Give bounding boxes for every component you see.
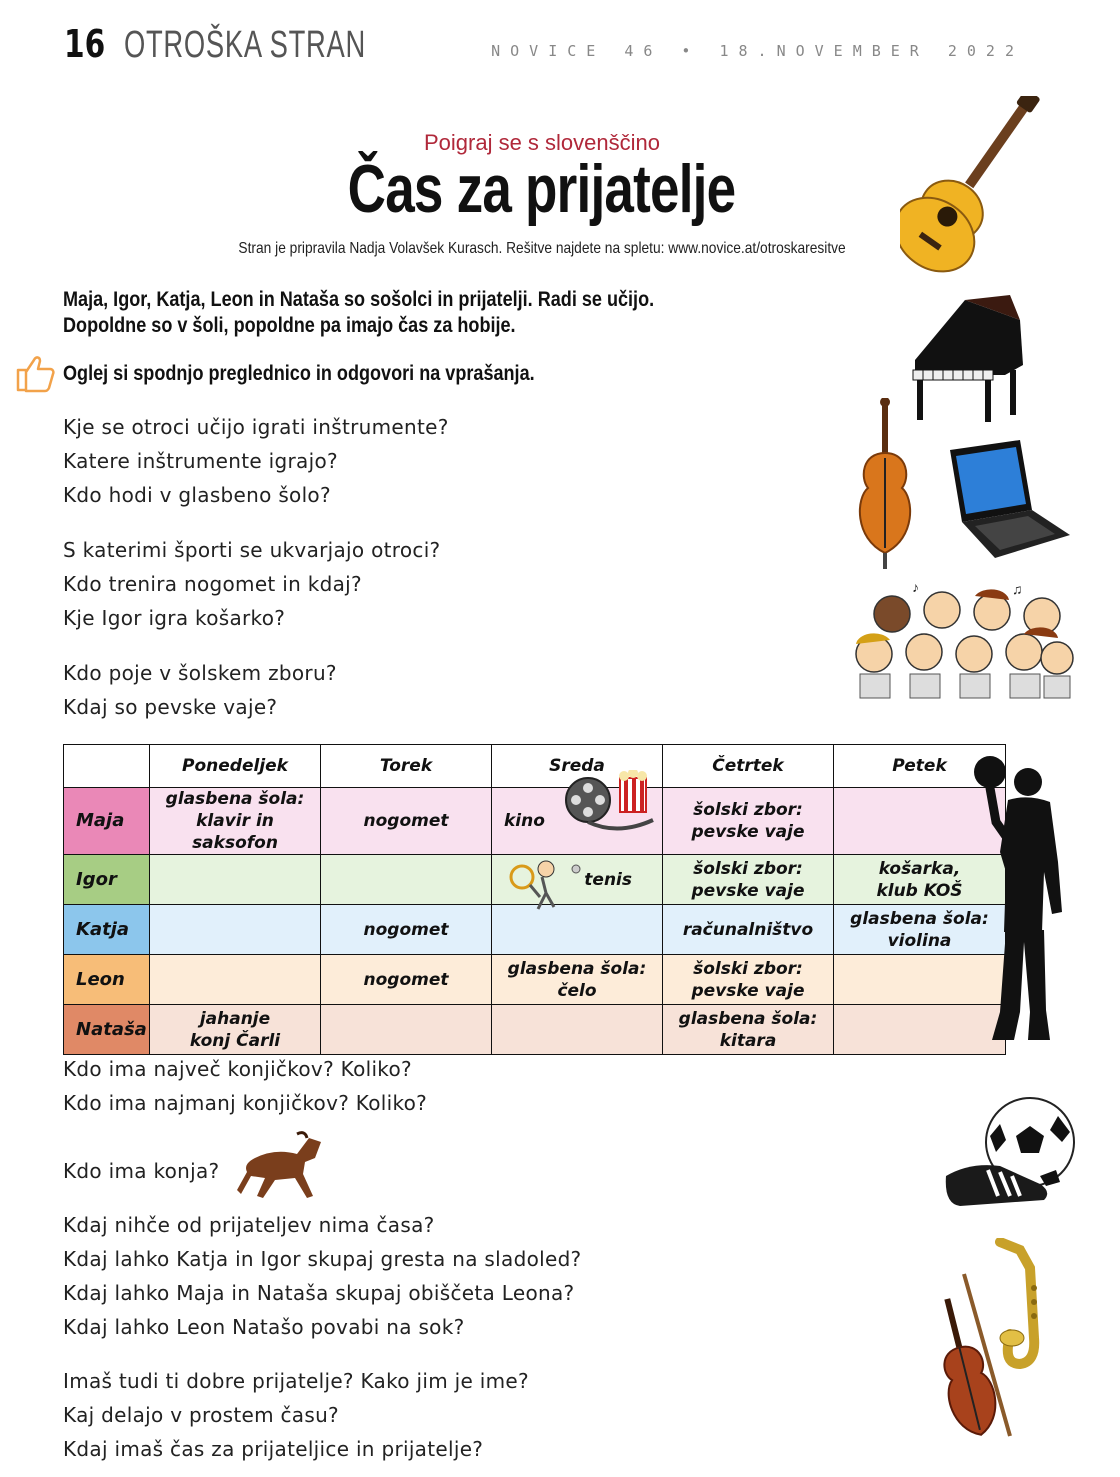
schedule-cell xyxy=(663,855,834,905)
table-header-row xyxy=(64,745,1006,788)
schedule-table xyxy=(63,744,1006,1055)
question-group xyxy=(63,1154,219,1188)
cello-icon xyxy=(850,398,920,570)
cell-line: šolski zbor: xyxy=(693,958,803,979)
cell-line: klavir in saksofon xyxy=(192,811,278,853)
cell-line: konj Čarli xyxy=(189,1030,281,1051)
guitar-icon xyxy=(900,96,1040,276)
table-row xyxy=(64,788,1006,855)
day-header: Torek xyxy=(321,745,492,788)
child-name: Leon xyxy=(64,955,150,1005)
film-reel-icon xyxy=(558,770,662,836)
question: Katere inštrumente igrajo? xyxy=(63,449,338,473)
cell-line: kino xyxy=(504,811,545,831)
choir-icon xyxy=(852,582,1074,712)
cell-line: tenis xyxy=(584,869,632,890)
byline-text: Stran je pripravila Nadja Volavšek Kurasch. Rešitve najdete na spletu: www.novice.at/otroskaresitve xyxy=(238,240,846,257)
question-group xyxy=(63,656,337,724)
page-title-text: Čas za prijatelje xyxy=(348,151,736,227)
cell-line: pevske vaje xyxy=(691,980,805,1001)
child-name: Maja xyxy=(64,788,150,855)
issue-info: NOVICE 46 • 18.NOVEMBER 2022 xyxy=(491,42,1024,60)
intro-text xyxy=(63,287,717,339)
schedule-cell xyxy=(150,905,321,955)
svg-text:♫: ♫ xyxy=(1012,582,1023,597)
child-name: Igor xyxy=(64,855,150,905)
schedule-cell xyxy=(663,905,834,955)
laptop-icon xyxy=(940,440,1075,570)
intro-line: Dopoldne so v šoli, popoldne pa imajo čas za hobije. xyxy=(63,314,516,337)
question: Kje se otroci učijo igrati inštrumente? xyxy=(63,415,449,439)
cell-line: klub KOŠ xyxy=(876,880,963,901)
question-group xyxy=(63,1208,581,1344)
question: Kaj delajo v prostem času? xyxy=(63,1403,339,1427)
day-header: Ponedeljek xyxy=(150,745,321,788)
schedule-cell xyxy=(150,855,321,905)
schedule-cell xyxy=(150,788,321,855)
question: Kdaj lahko Katja in Igor skupaj gresta na sladoled? xyxy=(63,1247,582,1271)
table-corner xyxy=(64,745,150,788)
cell-line: jahanje xyxy=(199,1008,271,1029)
table-row xyxy=(64,955,1006,1005)
question: Kdaj nihče od prijateljev nima časa? xyxy=(63,1213,435,1237)
cell-line: košarka, xyxy=(878,858,961,879)
table-row xyxy=(64,1005,1006,1055)
day-header: Petek xyxy=(834,745,1006,788)
tennis-icon xyxy=(506,857,586,915)
cell-line: glasbena šola: xyxy=(850,908,989,929)
basketball-player-icon xyxy=(970,752,1075,1044)
cell-line: pevske vaje xyxy=(691,880,805,901)
question: Kdo hodi v glasbeno šolo? xyxy=(63,483,331,507)
day-header: Sreda xyxy=(492,745,663,788)
section-title: OTROŠKA STRAN xyxy=(124,24,366,66)
saxophone-icon xyxy=(990,1238,1070,1378)
schedule-cell xyxy=(150,955,321,1005)
day-header: Četrtek xyxy=(663,745,834,788)
table-row xyxy=(64,855,1006,905)
question: Kdaj so pevske vaje? xyxy=(63,695,278,719)
cell-line: nogomet xyxy=(363,919,449,940)
cell-line: šolski zbor: xyxy=(693,800,803,820)
cell-line: glasbena šola: xyxy=(507,958,647,979)
child-name: Katja xyxy=(64,905,150,955)
question: Kdaj lahko Maja in Nataša skupaj obiščeta Leona? xyxy=(63,1281,575,1305)
question: Kje Igor igra košarko? xyxy=(63,606,286,630)
kicker: Poigraj se s slovenščino xyxy=(423,130,660,155)
page-number: 16 xyxy=(64,22,106,66)
cell-line: nogomet xyxy=(363,969,449,990)
schedule-cell xyxy=(321,955,492,1005)
cell-line: kitara xyxy=(719,1030,777,1051)
cell-line: pevske vaje xyxy=(691,822,805,842)
soccer-ball-icon xyxy=(940,1096,1082,1214)
question-group xyxy=(63,1052,427,1120)
question: Kdo trenira nogomet in kdaj? xyxy=(63,572,362,596)
question: S katerimi športi se ukvarjajo otroci? xyxy=(63,538,441,562)
question-group xyxy=(63,1364,529,1466)
intro-line: Maja, Igor, Katja, Leon in Nataša so sošolci in prijatelji. Radi se učijo. xyxy=(63,288,655,311)
schedule-cell xyxy=(321,855,492,905)
child-name: Nataša xyxy=(64,1005,150,1055)
schedule-cell xyxy=(663,955,834,1005)
instruction: Oglej si spodnjo preglednico in odgovori na vprašanja. xyxy=(63,362,535,385)
schedule-cell xyxy=(321,1005,492,1055)
schedule-cell xyxy=(663,1005,834,1055)
cell-line: glasbena šola: xyxy=(165,789,305,809)
cell-line: računalništvo xyxy=(682,919,814,940)
question: Kdo ima najmanj konjičkov? Koliko? xyxy=(63,1091,428,1115)
schedule-cell xyxy=(663,788,834,855)
question: Kdaj lahko Leon Natašo povabi na sok? xyxy=(63,1315,465,1339)
cell-line: violina xyxy=(887,930,952,951)
schedule-cell xyxy=(321,788,492,855)
schedule-cell xyxy=(492,955,663,1005)
question: Kdo ima konja? xyxy=(63,1159,220,1183)
question: Kdaj imaš čas za prijateljice in prijatelje? xyxy=(63,1437,484,1461)
question: Kdo poje v šolskem zboru? xyxy=(63,661,337,685)
question: Kdo ima največ konjičkov? Koliko? xyxy=(63,1057,412,1081)
svg-text:♪: ♪ xyxy=(912,582,919,595)
cell-line: nogomet xyxy=(363,811,449,831)
cell-line: šolski zbor: xyxy=(693,858,803,879)
horse-icon xyxy=(235,1128,327,1204)
schedule-cell xyxy=(492,788,663,855)
thumbs-up-icon xyxy=(14,350,56,394)
schedule-cell xyxy=(492,855,663,905)
schedule-cell xyxy=(492,1005,663,1055)
cell-line: čelo xyxy=(557,980,597,1001)
question-group xyxy=(63,533,440,635)
schedule-cell xyxy=(150,1005,321,1055)
schedule-cell xyxy=(321,905,492,955)
question: Imaš tudi ti dobre prijatelje? Kako jim je ime? xyxy=(63,1369,529,1393)
piano-icon xyxy=(905,290,1030,430)
cell-line: glasbena šola: xyxy=(678,1008,818,1029)
question-group xyxy=(63,410,449,512)
